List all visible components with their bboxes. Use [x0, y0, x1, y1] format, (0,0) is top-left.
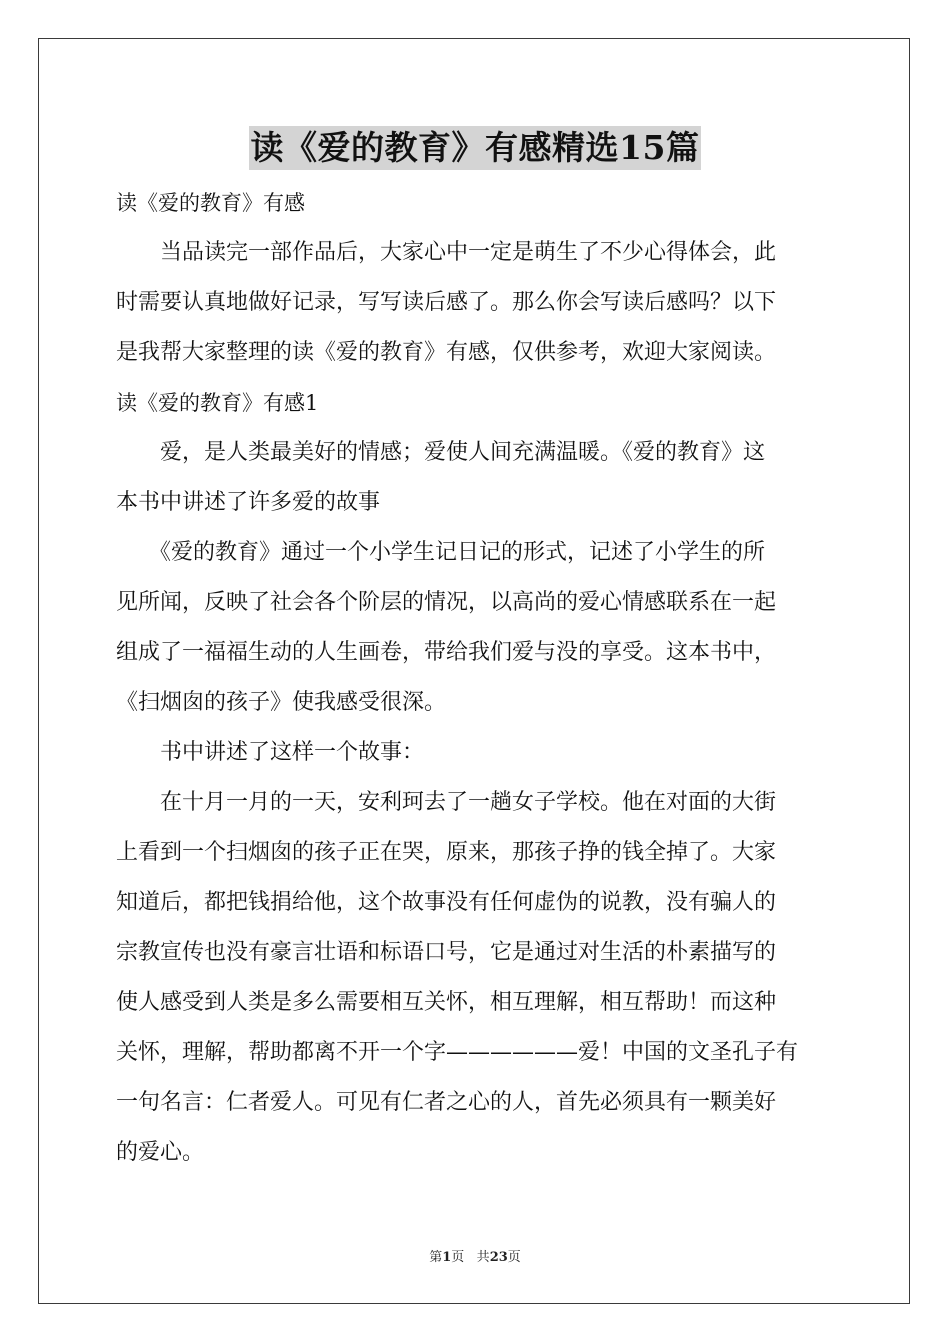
document-body: [116, 178, 834, 1178]
paragraph-line: 时需要认真地做好记录，写写读后感了。那么你会写读后感吗？以下: [116, 290, 777, 315]
total-pages: 23: [489, 1250, 508, 1265]
paragraph-line: 《爱的教育》通过一个小学生记日记的形式，记述了小学生的所: [116, 540, 766, 565]
paragraph-line: 当品读完一部作品后，大家心中一定是萌生了不少心得体会，此: [116, 240, 777, 265]
total-suffix: 页: [507, 1250, 521, 1265]
page-suffix: 页: [451, 1250, 465, 1265]
section-heading: 读《爱的教育》有感1: [116, 391, 319, 415]
paragraph-line: 在十月一月的一天，安利珂去了一趟女子学校。他在对面的大街: [116, 790, 777, 815]
total-prefix: 共: [476, 1250, 490, 1265]
paragraph-line: 《扫烟囱的孩子》使我感受很深。: [116, 690, 447, 715]
paragraph-line: 关怀，理解，帮助都离不开一个字——————爱！中国的文圣孔子有: [116, 1040, 799, 1065]
paragraph-line: 书中讲述了这样一个故事：: [116, 740, 425, 765]
paragraph-line: 组成了一福福生动的人生画卷，带给我们爱与没的享受。这本书中，: [116, 640, 777, 665]
page-number: 1: [442, 1250, 452, 1265]
paragraph-line: 上看到一个扫烟囱的孩子正在哭，原来，那孩子挣的钱全掉了。大家: [116, 840, 777, 865]
page-footer: [0, 1248, 950, 1268]
paragraph-line: 宗教宣传也没有豪言壮语和标语口号，它是通过对生活的朴素描写的: [116, 940, 777, 965]
paragraph-line: 本书中讲述了许多爱的故事: [116, 490, 381, 515]
paragraph-line: 爱，是人类最美好的情感；爱使人间充满温暖。《爱的教育》这: [116, 440, 766, 465]
paragraph-line: 一句名言：仁者爱人。可见有仁者之心的人，首先必须具有一颗美好: [116, 1090, 777, 1115]
paragraph-line: 见所闻，反映了社会各个阶层的情况，以高尚的爱心情感联系在一起: [116, 590, 777, 615]
paragraph-line: 的爱心。: [116, 1140, 205, 1165]
paragraph-line: 使人感受到人类是多么需要相互关怀，相互理解，相互帮助！而这种: [116, 990, 777, 1015]
paragraph-line: 是我帮大家整理的读《爱的教育》有感，仅供参考，欢迎大家阅读。: [116, 340, 777, 365]
section-heading: 读《爱的教育》有感: [116, 191, 305, 215]
document-title: 读《爱的教育》有感精选15篇: [249, 126, 702, 170]
paragraph-line: 知道后，都把钱捐给他，这个故事没有任何虚伪的说教，没有骗人的: [116, 890, 777, 915]
title-container: [0, 126, 950, 170]
page-prefix: 第: [429, 1250, 443, 1265]
